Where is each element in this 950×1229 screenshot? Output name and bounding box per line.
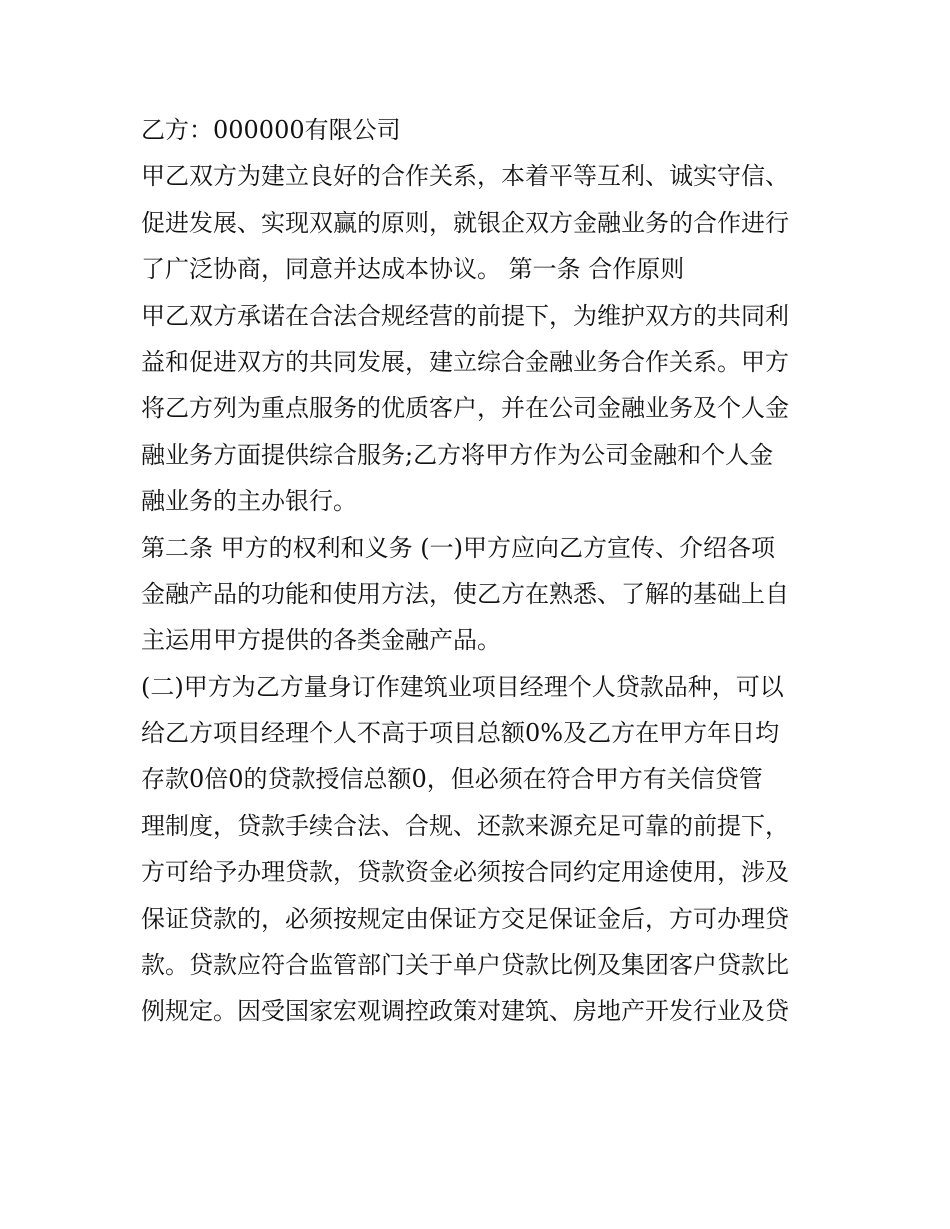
text-line: 融业务的主办银行。: [141, 487, 357, 516]
text-line-clause-2: (二)甲方为乙方量身订作建筑业项目经理个人贷款品种，可以: [141, 672, 784, 701]
text-line: 方可给予办理贷款，贷款资金必须按合同约定用途使用，涉及: [141, 858, 789, 887]
text-line: 例规定。因受国家宏观调控政策对建筑、房地产开发行业及贷: [141, 997, 789, 1026]
text-line: 金融产品的功能和使用方法，使乙方在熟悉、了解的基础上自: [141, 579, 789, 608]
text-line: 促进发展、实现双赢的原则，就银企双方金融业务的合作进行: [141, 208, 789, 237]
text-line: 主运用甲方提供的各类金融产品。: [141, 626, 501, 655]
text-line: 给乙方项目经理个人不高于项目总额0%及乙方在甲方年日均: [141, 719, 780, 748]
text-line: 甲乙双方承诺在合法合规经营的前提下，为维护双方的共同利: [141, 301, 789, 330]
text-line-party-b: 乙方：000000有限公司: [141, 116, 401, 144]
text-line: 融业务方面提供综合服务;乙方将甲方作为公司金融和个人金: [141, 440, 774, 469]
text-line-article-2: 第二条 甲方的权利和义务 (一)甲方应向乙方宣传、介绍各项: [141, 533, 775, 562]
agreement-text: [141, 107, 821, 1035]
text-line: 了广泛协商，同意并达成本协议。 第一条 合作原则: [141, 255, 685, 284]
text-line: 款。贷款应符合监管部门关于单户贷款比例及集团客户贷款比: [141, 951, 789, 980]
text-line: 将乙方列为重点服务的优质客户，并在公司金融业务及个人金: [141, 394, 789, 423]
text-line: 甲乙双方为建立良好的合作关系，本着平等互利、诚实守信、: [141, 162, 789, 191]
text-line: 保证贷款的，必须按规定由保证方交足保证金后，方可办理贷: [141, 904, 789, 933]
text-line: 益和促进双方的共同发展，建立综合金融业务合作关系。甲方: [141, 347, 789, 376]
text-line: 存款0倍0的贷款授信总额0，但必须在符合甲方有关信贷管: [141, 765, 763, 794]
text-line: 理制度，贷款手续合法、合规、还款来源充足可靠的前提下，: [141, 811, 789, 840]
